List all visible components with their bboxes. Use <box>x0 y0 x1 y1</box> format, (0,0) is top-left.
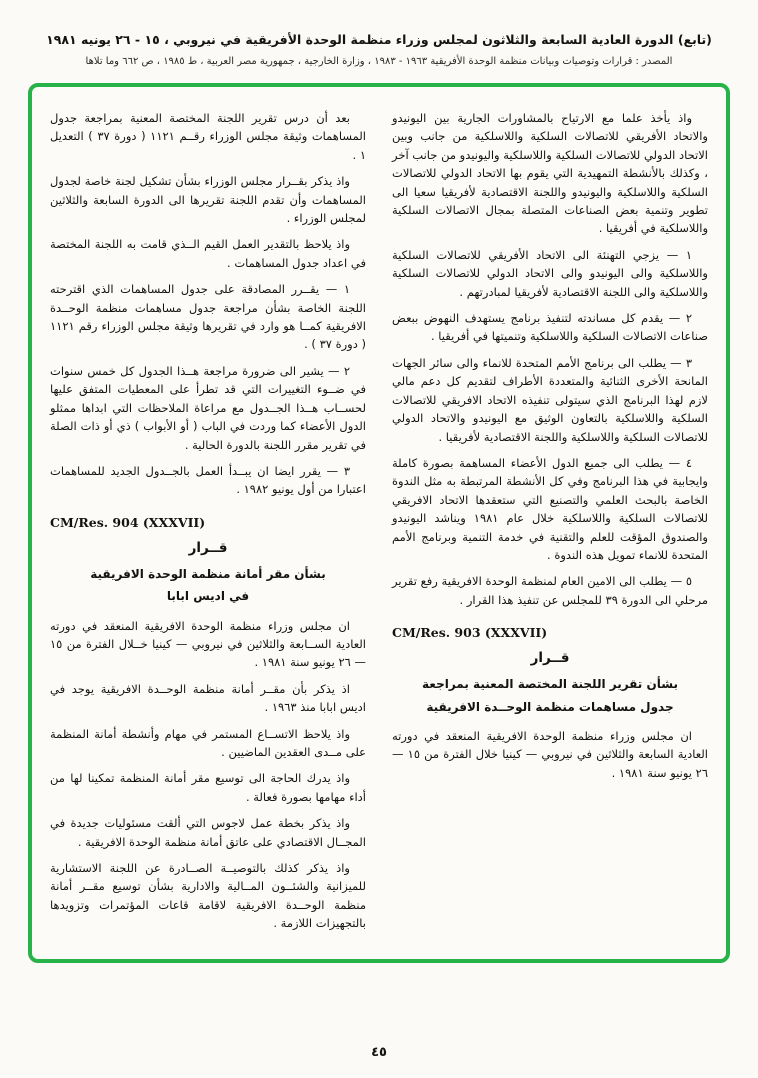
resolution-item: ٢ — يشير الى ضرورة مراجعة هــذا الجدول كل خمس سنوات في ضــوء التغييرات التي قد تطرأ على المعطيات المتفق عليها لحســاب هــذا الجــدول مع مراعاة الملاحظات التي ابداها ممثلو الدول الأعضاء كما وردت في الباب ( أو الأبواب ) ذي أو ذات الصلة في تقرير مقرر اللجنة بالدورة الحالية . <box>50 363 366 452</box>
resolution-code: CM/Res. 904 (XXXVII) <box>50 514 206 530</box>
preamble-paragraph: بعد أن درس تقرير اللجنة المختصة المعنية بمراجعة جدول المساهمات وثيقة مجلس الوزراء رقــم ١١٢١ ( دورة ٣٧ ) التعديل ١ . <box>50 111 366 162</box>
resolution-paragraph: ان مجلس وزراء منظمة الوحدة الافريقية المنعقد في دورته العادية الســابعة والثلاثين في نيروبي — كينيا خــلال الفترة من ١٥ — ٢٦ يونيو سنة ١٩٨١ . <box>50 618 366 670</box>
preamble-paragraph: واذ يذكر بقــرار مجلس الوزراء بشأن تشكيل لجنة خاصة لجدول المساهمات وأن تقدم اللجنة تقريرها الى الدورة السابعة والثلاثين لمجلس الوزراء . <box>50 174 366 226</box>
column-left <box>50 109 366 941</box>
page-footer <box>0 1045 758 1060</box>
resolution-item: ٣ — يقرر ايضا ان يبــدأ العمل بالجــدول الجديد للمساهمات اعتبارا من أول يونيو ١٩٨٢ . <box>50 463 366 497</box>
resolution-item: ٤ — يطلب الى جميع الدول الأعضاء المساهمة بصورة كاملة وايجابية في هذا البرنامج وفي كل الأنشطة المرتبطة به مثل الندوة الخاصة بالبحث العلمي والتصنيع التي ستعقدها الاتحاد الافريقي للاتصالات السلكية واللاسلكية خلال عام ١٩٨١ ويناشد اليونيدو والصندوق المؤقت للعلم والتقنية في خدمة التنمية وبرنامج الأمم المتحدة للانماء تمويل هذه الندوة . <box>392 455 708 562</box>
two-column-layout <box>50 109 708 941</box>
resolution-subtitle: بشأن تقرير اللجنة المختصة المعنية بمراجعة <box>422 677 678 692</box>
header-source-line: المصدر : قرارات وتوصيات وبيانات منظمة الوحدة الأفريقية ١٩٦٣ - ١٩٨٣ ، وزارة الخارجية ، جمهورية مصر العربية ، ط ١٩٨٥ ، ص ٦٦٢ وما تلاها <box>85 56 673 67</box>
preamble-paragraph: واذ يلاحظ بالتقدير العمل القيم الــذي قامت به اللجنة المختصة في اعداد جدول المساهمات . <box>50 237 366 270</box>
resolution-item: ١ — يزجي التهنئة الى الاتحاد الأفريقي للاتصالات السلكية واللاسلكية والى اليونيدو والى الاتحاد الدولي للاتصالات السلكية واللاسلكية والى اللجنة الاقتصادية لأفريقيا لمبادرتهم . <box>392 247 708 299</box>
resolution-code: CM/Res. 903 (XXXVII) <box>392 625 548 641</box>
resolution-paragraph: واذ يلاحظ الاتســاع المستمر في مهام وأنشطة أمانة المنظمة على مــدى العقدين الماضيين . <box>50 726 366 759</box>
resolution-opening-paragraph: ان مجلس وزراء منظمة الوحدة الافريقية المنعقد في دورته العادية السابعة والثلاثين في نيروبي — كينيا خلال الفترة من ١٥ — ٢٦ يونيو سنة ١٩٨١ . <box>392 728 709 780</box>
resolution-item: ٥ — يطلب الى الامين العام لمنظمة الوحدة الافريقية رفع تقرير مرحلي الى الدورة ٣٩ للمجلس عن تنفيذ هذا القرار . <box>392 574 708 607</box>
resolution-subtitle: في اديس ابابا <box>166 589 250 604</box>
resolution-title: قــرار <box>188 539 228 556</box>
resolution-paragraph: واذ يدرك الحاجة الى توسيع مقر أمانة المنظمة تمكينا لها من أداء مهامها بصورة فعالة . <box>50 771 366 804</box>
resolution-item: ٣ — يطلب الى برنامج الأمم المتحدة للانماء والى سائر الجهات المانحة الأخرى الثنائية والمتعددة الأطراف لتقديم كل دعم مالي لازم لهذا البرنامج الذي سيتولى تنفيذه الاتحاد الافريقي للاتصالات السلكية واللاسلكية بالتعاون الوثيق مع اليونيدو والاتحاد الدولي للاتصالات السلكية واللاسلكية واللجنة الاقتصادية لأفريقيا . <box>392 355 708 444</box>
page-number: ٤٥ <box>371 1045 387 1060</box>
header-session-title: (تابع) الدورة العادية السابعة والثلاثون لمجلس وزراء منظمة الوحدة الأفريقية في نيروبي ، ١٥ - ٢٦ يونيه ١٩٨١ <box>46 32 712 47</box>
resolution-subtitle: جدول مساهمات منظمة الوحــدة الافريقية <box>426 699 674 714</box>
column-right <box>392 109 708 941</box>
resolution-paragraph: اذ يذكر بأن مقــر أمانة منظمة الوحــدة الافريقية يوجد في اديس ابابا منذ ١٩٦٣ . <box>50 681 366 715</box>
resolution-item: ١ — يقــرر المصادقة على جدول المساهمات الذي اقترحته اللجنة الخاصة بشأن مراجعة جدول مساهمات منظمة الوحــدة الافريقية كمــا هو وارد في تقريرها وثيقة مجلس الوزراء رقم ١١٢١ ( دورة ٣٧ ) . <box>50 282 366 352</box>
resolution-title: قــرار <box>530 650 570 667</box>
resolution-paragraph: واذ يذكر كذلك بالتوصيــة الصــادرة عن اللجنة الاستشارية للميزانية والشئــون المــالية والادارية بشأن توسيع مقــر أمانة منظمة الوحــدة الافريقية لاقامة قاعات المؤتمرات وتزويدها بالتجهيزات اللازمة . <box>50 860 366 931</box>
preamble-paragraph: واذ يأخذ علما مع الارتياح بالمشاورات الجارية بين اليونيدو والاتحاد الأفريقي للاتصالات السلكية واللاسلكية من جانب وبين الاتحاد الدولي للاتصالات السلكية واللاسلكية واليونيدو من جانب آخر ، وكذلك بالأنشطة التمهيدية التي يقوم بها الاتحاد الدولي للاتصالات السلكية واللاسلكية واليونيدو واللجنة الاقتصادية لأفريقيا سعيا الى تطوير وتنمية بعض الصناعات المتصلة بمجال الاتصالات السلكية واللاسلكية في أفريقيا . <box>392 111 708 236</box>
document-header <box>0 30 758 69</box>
resolution-subtitle: بشأن مقر أمانة منظمة الوحدة الافريقية <box>90 566 326 581</box>
resolution-item: ٢ — يقدم كل مساندته لتنفيذ برنامج يستهدف النهوض ببعض صناعات الاتصالات السلكية واللاسلكية وتنميتها في أفريقيا . <box>392 311 708 344</box>
resolution-paragraph: واذ يذكر بخطة عمل لاجوس التي ألقت مسئوليات جديدة في المجــال الاقتصادي على عاتق أمانة منظمة الوحدة الافريقية . <box>50 816 366 849</box>
green-frame <box>28 83 730 963</box>
